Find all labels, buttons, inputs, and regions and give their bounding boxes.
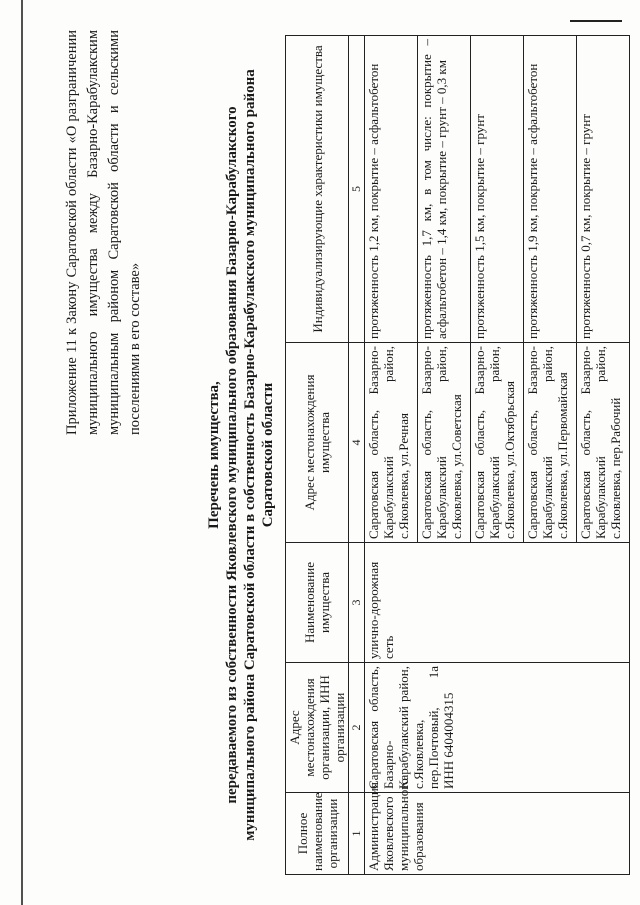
characteristics-cell: протяженность 1,9 км, покрытие – асфальтобетон — [524, 36, 577, 343]
appendix-note: Приложение 11 к Закону Саратовской области «О разграничении муниципального имущества между Базарно-Карабулакским муниципальным районом Саратовской области и сельскими поселениями в его составе» — [64, 30, 143, 435]
column-number: 4 — [349, 343, 365, 543]
document-title — [205, 35, 277, 875]
characteristics-cell: протяженность 1,5 км, покрытие – грунт — [471, 36, 524, 343]
header-characteristics: Индивидуализирующие характеристики имущества — [286, 36, 349, 343]
characteristics-cell: протяженность 1,7 км, в том числе: покрытие – асфальтобетон – 1,4 км, покрытие – грунт – 0,3 км — [418, 36, 471, 343]
org-name-cell: Администрация Яковлевского муниципального образования — [365, 793, 630, 875]
table-row — [365, 36, 418, 875]
column-number: 5 — [349, 36, 365, 343]
column-number: 1 — [349, 793, 365, 875]
property-address-cell: Саратовская область, Базарно-Карабулакский район, с.Яковлевка, ул.Первомайская — [524, 343, 577, 543]
property-address-cell: Саратовская область, Базарно-Карабулакский район, с.Яковлевка, ул.Октябрьская — [471, 343, 524, 543]
title-line-3: муниципального района Саратовской области в собственность Базарно-Карабулакского муниципального района — [242, 69, 258, 841]
property-address-cell: Саратовская область, Базарно-Карабулакский район, с.Яковлевка, ул.Советская — [418, 343, 471, 543]
property-address-cell: Саратовская область, Базарно-Карабулакский район, с.Яковлевка, пер.Рабочий — [577, 343, 630, 543]
document-page — [30, 15, 630, 895]
header-property-address: Адрес местонахождения имущества — [286, 343, 349, 543]
property-name-cell: улично-дорожная сеть — [365, 543, 630, 663]
scan-edge-left — [21, 0, 23, 905]
org-address-cell: Саратовская область, Базарно-Карабулакский район, с.Яковлевка, пер.Почтовый, 1а ИНН 6404004315 — [365, 663, 630, 793]
characteristics-cell: протяженность 0,7 км, покрытие – грунт — [577, 36, 630, 343]
table-header-row — [286, 36, 349, 875]
property-table — [285, 35, 630, 875]
column-number-row — [349, 36, 365, 875]
property-address-cell: Саратовская область, Базарно-Карабулакский район, с.Яковлевка, ул.Речная — [365, 343, 418, 543]
column-number: 3 — [349, 543, 365, 663]
characteristics-cell: протяженность 1,2 км, покрытие – асфальтобетон — [365, 36, 418, 343]
title-line-4: Саратовской области — [260, 382, 276, 528]
column-number: 2 — [349, 663, 365, 793]
header-property-name: Наименование имущества — [286, 543, 349, 663]
header-org-address: Адрес местонахождения организации, ИНН организации — [286, 663, 349, 793]
title-line-2: передаваемого из собственности Яковлевского муниципального образования Базарно-Карабулакского — [224, 106, 240, 804]
header-org-name: Полное наименование организации — [286, 793, 349, 875]
title-line-1: Перечень имущества, — [206, 381, 222, 529]
